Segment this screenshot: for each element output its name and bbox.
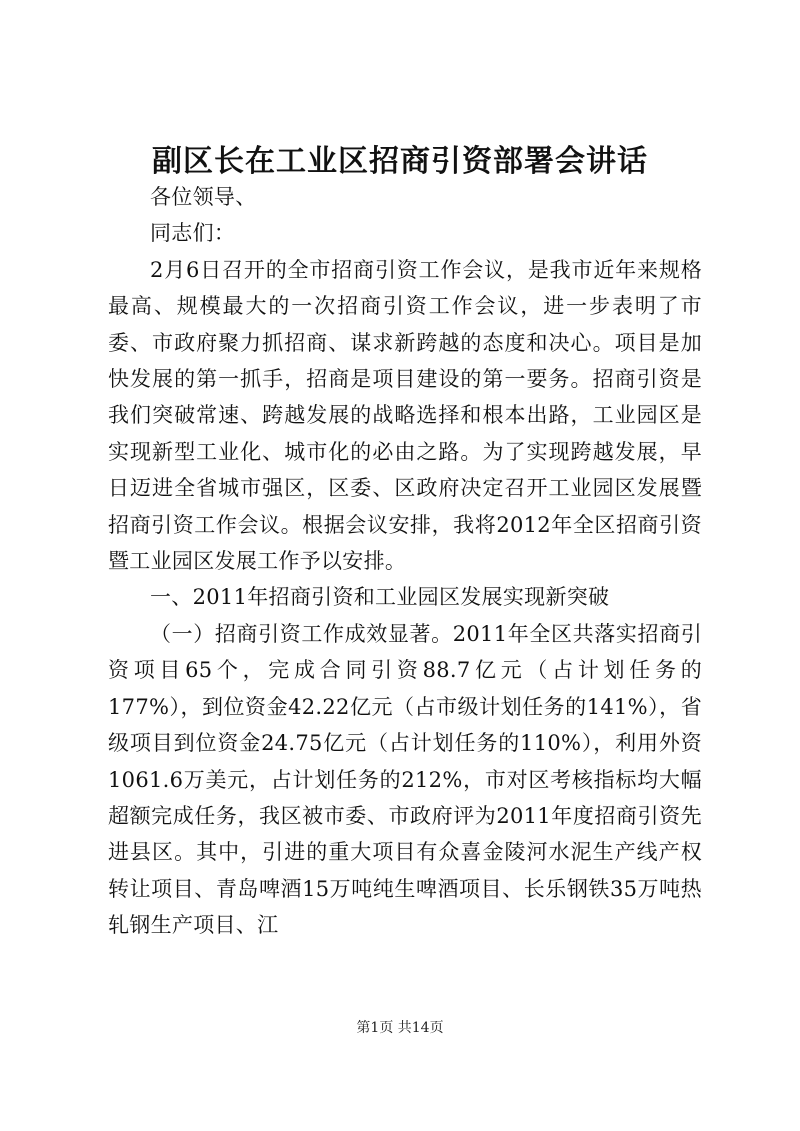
salutation-line-1: 各位领导、	[150, 185, 257, 209]
body-paragraph: 2月6日召开的全市招商引资工作会议，是我市近年来规格最高、规模最大的一次招商引资工作会议，进一步表明了市委、市政府聚力抓招商、谋求新跨越的态度和决心。项目是加快发展的第一抓手，招商是项目建设的第一要务。招商引资是我们突破常速、跨越发展的战略选择和根本出路，工业园区是实现新型工业化、城市化的必由之路。为了实现跨越发展，早日迈进全省城市强区，区委、区政府决定召开工业园区发展暨招商引资工作会议。根据会议安排，我将2012年全区招商引资暨工业园区发展工作予以安排。	[108, 257, 702, 574]
document-title: 副区长在工业区招商引资部署会讲话	[152, 144, 648, 179]
document-body	[108, 179, 702, 944]
page-number-footer: 第1页 共14页	[356, 1020, 444, 1036]
salutation-line-2: 同志们：	[150, 221, 236, 246]
body-paragraph: （一）招商引资工作成效显著。2011年全区共落实招商引资项目65个，完成合同引资88.7亿元（占计划任务的177%），到位资金42.22亿元（占市级计划任务的141%），省级项目到位资金24.75亿元（占计划任务的110%），利用外资1061.6万美元，占计划任务的212%，市对区考核指标均大幅超额完成任务，我区被市委、市政府评为2011年度招商引资先进县区。其中，引进的重大项目有众喜金陵河水泥生产线产权转让项目、青岛啤酒15万吨纯生啤酒项目、长乐钢铁35万吨热轧钢生产项目、江	[108, 621, 702, 938]
section-heading: 一、2011年招商引资和工业园区发展实现新突破	[150, 585, 610, 610]
